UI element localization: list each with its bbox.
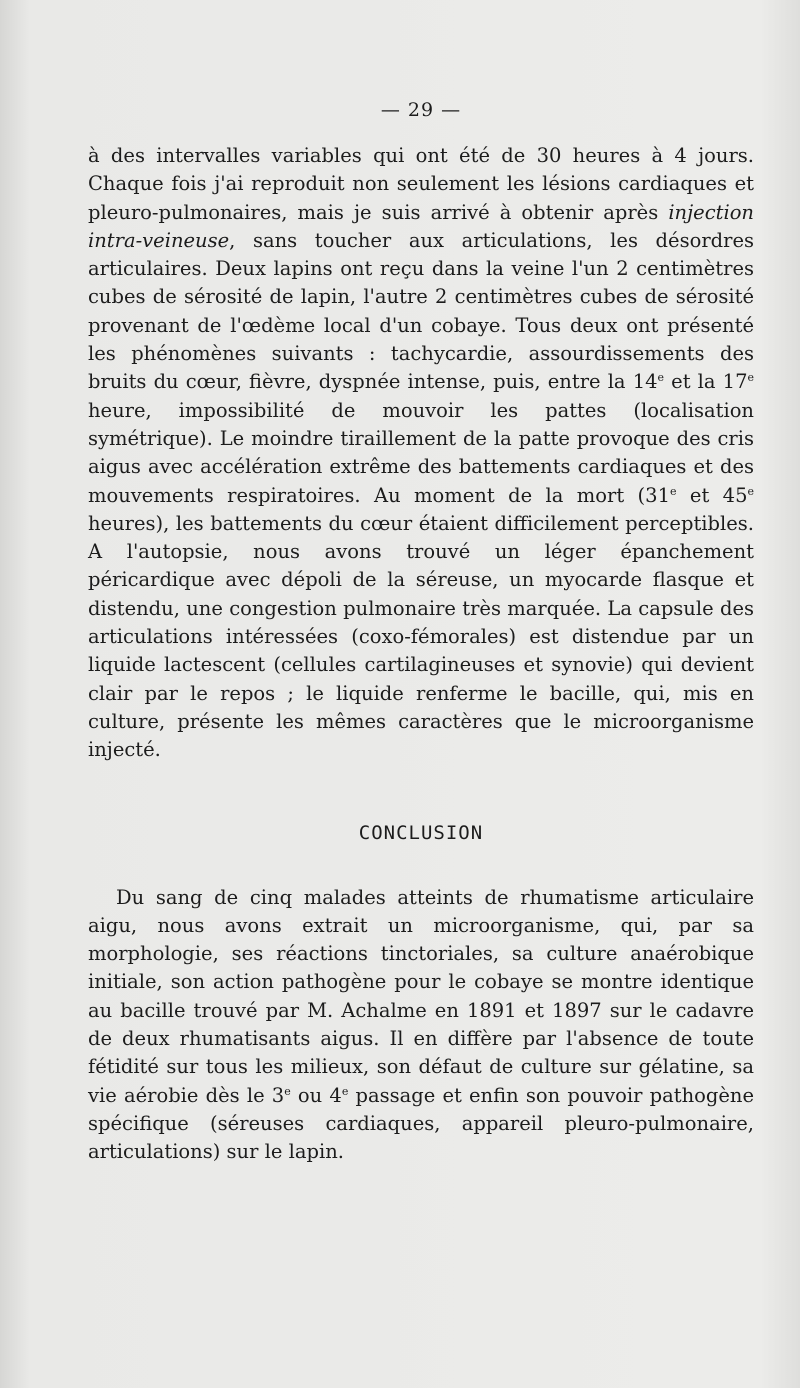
paragraph-1-text-e: et 45 <box>676 483 748 507</box>
paragraph-1-text-a: à des intervalles variables qui ont été de 30 heures à 4 jours. Chaque fois j'ai reproduit non seulement les lésions cardiaques et pleuro-pulmonaires, mais je suis arrivé à obtenir après <box>88 144 754 224</box>
superscript: e <box>341 1084 349 1098</box>
paragraph-2-text-c: passage et enfin son pouvoir pathogène spécifique (séreuses cardiaques, appareil pleuro-pulmonaire, articulations) sur le lapin. <box>88 1083 754 1164</box>
paragraph-2-text-b: ou 4 <box>290 1083 342 1107</box>
paragraph-1-text-c: et la 17 <box>664 370 748 394</box>
superscript: e <box>747 371 754 385</box>
paragraph-1-text-b: , sans toucher aux articulations, les désordres articulaires. Deux lapins ont reçu dans la veine l'un 2 centimètres cubes de sérosité de lapin, l'autre 2 centimètres cubes de sérosité provenant de l'œdème local d'un cobaye. Tous deux ont présenté les phénomènes suivants : tachycardie, assourdissements des bruits du cœur, fièvre, dyspnée intense, puis, entre la 14 <box>88 228 754 394</box>
paragraph-1-emphasis: injection intra-veineuse <box>88 200 754 252</box>
document-page <box>88 98 754 1167</box>
page-number: — 29 — <box>380 99 462 121</box>
body-paragraph-2 <box>88 884 754 1167</box>
section-heading: CONCLUSION <box>358 821 484 844</box>
superscript: e <box>747 484 755 498</box>
superscript: e <box>284 1084 291 1098</box>
paragraph-1-text-f: heures), les battements du cœur étaient difficilement perceptibles. A l'autopsie, nous avons trouvé un léger épanchement péricardique avec dépoli de la séreuse, un myocarde flasque et distendu, une congestion pulmonaire très marquée. La capsule des articulations intéressées (coxo-fémorales) est distendue par un liquide lactescent (cellules cartilagineuses et synovie) qui devient clair par le repos ; le liquide renferme le bacille, qui, mis en culture, présente les mêmes caractères que le microorganisme injecté. <box>88 511 754 762</box>
body-paragraph-1 <box>88 142 754 765</box>
superscript: e <box>657 371 665 385</box>
superscript: e <box>669 484 677 498</box>
paragraph-1-text-d: heure, impossibilité de mouvoir les pattes (localisation symétrique). Le moindre tiraillement de la patte provoque des cris aigus avec accélération extrême des battements cardiaques et des mouvements respiratoires. Au moment de la mort (31 <box>88 398 754 507</box>
paragraph-2-text-a: Du sang de cinq malades atteints de rhumatisme articulaire aigu, nous avons extrait un microorganisme, qui, par sa morphologie, ses réactions tinctoriales, sa culture anaérobique initiale, son action pathogène pour le cobaye se montre identique au bacille trouvé par M. Achalme en 1891 et 1897 sur le cadavre de deux rhumatisants aigus. Il en diffère par l'absence de toute fétidité sur tous les milieux, son défaut de culture sur gélatine, sa vie aérobie dès le 3 <box>88 885 754 1107</box>
